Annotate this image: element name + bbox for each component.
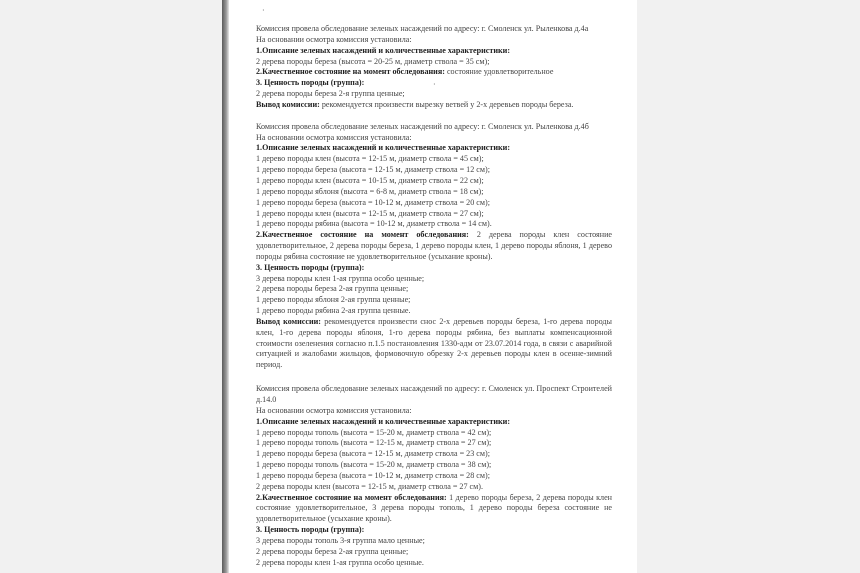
document-text: [256, 24, 612, 569]
block1-conclusion: Вывод комиссии: рекомендуется произвести вырезку ветвей у 2-х деревьев породы береза.: [256, 99, 574, 109]
block1-heading-description: 1.Описание зеленых насаждений и количественные характеристики:: [256, 45, 511, 55]
list-item: 1 дерево породы тополь (высота = 12-15 м, диаметр ствола = 27 см);: [256, 438, 492, 448]
list-item: 1 дерево породы клен (высота = 12-15 м, диаметр ствола = 27 см);: [256, 208, 484, 218]
block2-condition: 2.Качественное состояние на момент обследования: 2 дерева породы клен состояние удовлетворительное, 2 дерева породы береза, 1 дерево породы клен, 1 дерево породы яблоня, 1 дерево породы рябина состояние не удовлетворительное (усыхание кроны).: [256, 230, 612, 261]
list-item: 2 дерева породы береза 2-ая группа ценные;: [256, 284, 409, 294]
list-item: 2 дерева породы клен (высота = 12-15 м, диаметр ствола = 27 см).: [256, 481, 483, 491]
block3-condition: 2.Качественное состояние на момент обследования: 1 дерево породы береза, 2 дерева породы клен состояние удовлетворительное, 3 дерева породы тополь, 1 дерево породы береза состояние не удовлетворительное (усыхание кроны).: [256, 492, 612, 524]
block2-heading-description: 1.Описание зеленых насаждений и количественные характеристики:: [256, 143, 511, 153]
block3-heading-description: 1.Описание зеленых насаждений и количественные характеристики:: [256, 416, 511, 426]
block1-intro: Комиссия провела обследование зеленых насаждений по адресу: г. Смоленск ул. Рыленкова д.4а: [256, 24, 589, 33]
list-item: 2 дерева породы береза 2-я группа ценные;: [256, 89, 405, 99]
list-item: 1 дерево породы яблоня 2-ая группа ценные;: [256, 295, 411, 305]
scan-speck: ·: [433, 80, 436, 89]
survey-block-3: [256, 384, 612, 568]
list-item: 1 дерево породы береза (высота = 10-12 м, диаметр ствола = 28 см);: [256, 470, 490, 480]
list-item: 1 дерево породы береза (высота = 12-15 м, диаметр ствола = 12 см);: [256, 165, 490, 175]
block2-heading-value: 3. Ценность породы (группа):: [256, 262, 365, 272]
list-item: 1 дерево породы рябина 2-ая группа ценные.: [256, 306, 411, 316]
list-item: 1 дерево породы тополь (высота = 15-20 м, диаметр ствола = 42 см);: [256, 427, 492, 437]
block2-basis: На основании осмотра комиссия установила:: [256, 132, 412, 142]
page-binding-edge: [222, 0, 229, 573]
list-item: 1 дерево породы яблоня (высота = 6-8 м, диаметр ствола = 18 см);: [256, 186, 484, 196]
block2-intro: Комиссия провела обследование зеленых насаждений по адресу: г. Смоленск ул. Рыленкова д.4б: [256, 121, 589, 131]
list-item: 1 дерево породы береза (высота = 12-15 м, диаметр ствола = 23 см);: [256, 449, 490, 459]
list-item: 2 дерева породы береза 2-ая группа ценные;: [256, 546, 409, 556]
block3-heading-value: 3. Ценность породы (группа):: [256, 525, 365, 535]
block1-condition: 2.Качественное состояние на момент обследования: состояние удовлетворительное: [256, 67, 554, 77]
block3-basis: На основании осмотра комиссия установила:: [256, 405, 412, 415]
list-item: 3 дерева породы клен 1-ая группа особо ценные;: [256, 273, 425, 283]
list-item: 1 дерево породы клен (высота = 10-15 м, диаметр ствола = 22 см);: [256, 175, 484, 185]
list-item: 1 дерево породы береза (высота = 10-12 м, диаметр ствола = 20 см);: [256, 197, 490, 207]
scan-speck: ·: [262, 6, 265, 15]
list-item: 3 дерева породы тополь 3-я группа мало ценные;: [256, 535, 425, 545]
block1-basis: На основании осмотра комиссия установила:: [256, 34, 412, 44]
list-item: 1 дерево породы рябина (высота = 10-12 м, диаметр ствола = 14 см).: [256, 219, 492, 229]
list-item: 2 дерева породы клен 1-ая группа особо ценные.: [256, 557, 424, 567]
block1-heading-value: 3. Ценность породы (группа):: [256, 78, 365, 88]
list-item: 1 дерево породы тополь (высота = 15-20 м, диаметр ствола = 38 см);: [256, 460, 492, 470]
block3-intro: Комиссия провела обследование зеленых насаждений по адресу: г. Смоленск ул. Проспект Строителей д.14.0: [256, 384, 612, 404]
block2-conclusion: Вывод комиссии: рекомендуется произвести снос 2-х деревьев породы береза, 1-го дерева породы клен, 1-го дерева породы яблоня, 1-го дерева породы рябина, без выплаты компенсационной стоимости озеленения согласно п.1.5 постановления 1330-адм от 23.07.2014 года, в связи с аварийной ситуацией и жалобами жильцов, формовочную обрезку 2-х деревьев породы клен в осенне-зимний период.: [256, 316, 612, 370]
survey-block-2: [256, 122, 612, 371]
survey-block-1: [256, 24, 612, 111]
list-item: 1 дерево породы клен (высота = 12-15 м, диаметр ствола = 45 см);: [256, 154, 484, 164]
list-item: 2 дерева породы береза (высота = 20-25 м, диаметр ствола = 35 см);: [256, 56, 490, 66]
